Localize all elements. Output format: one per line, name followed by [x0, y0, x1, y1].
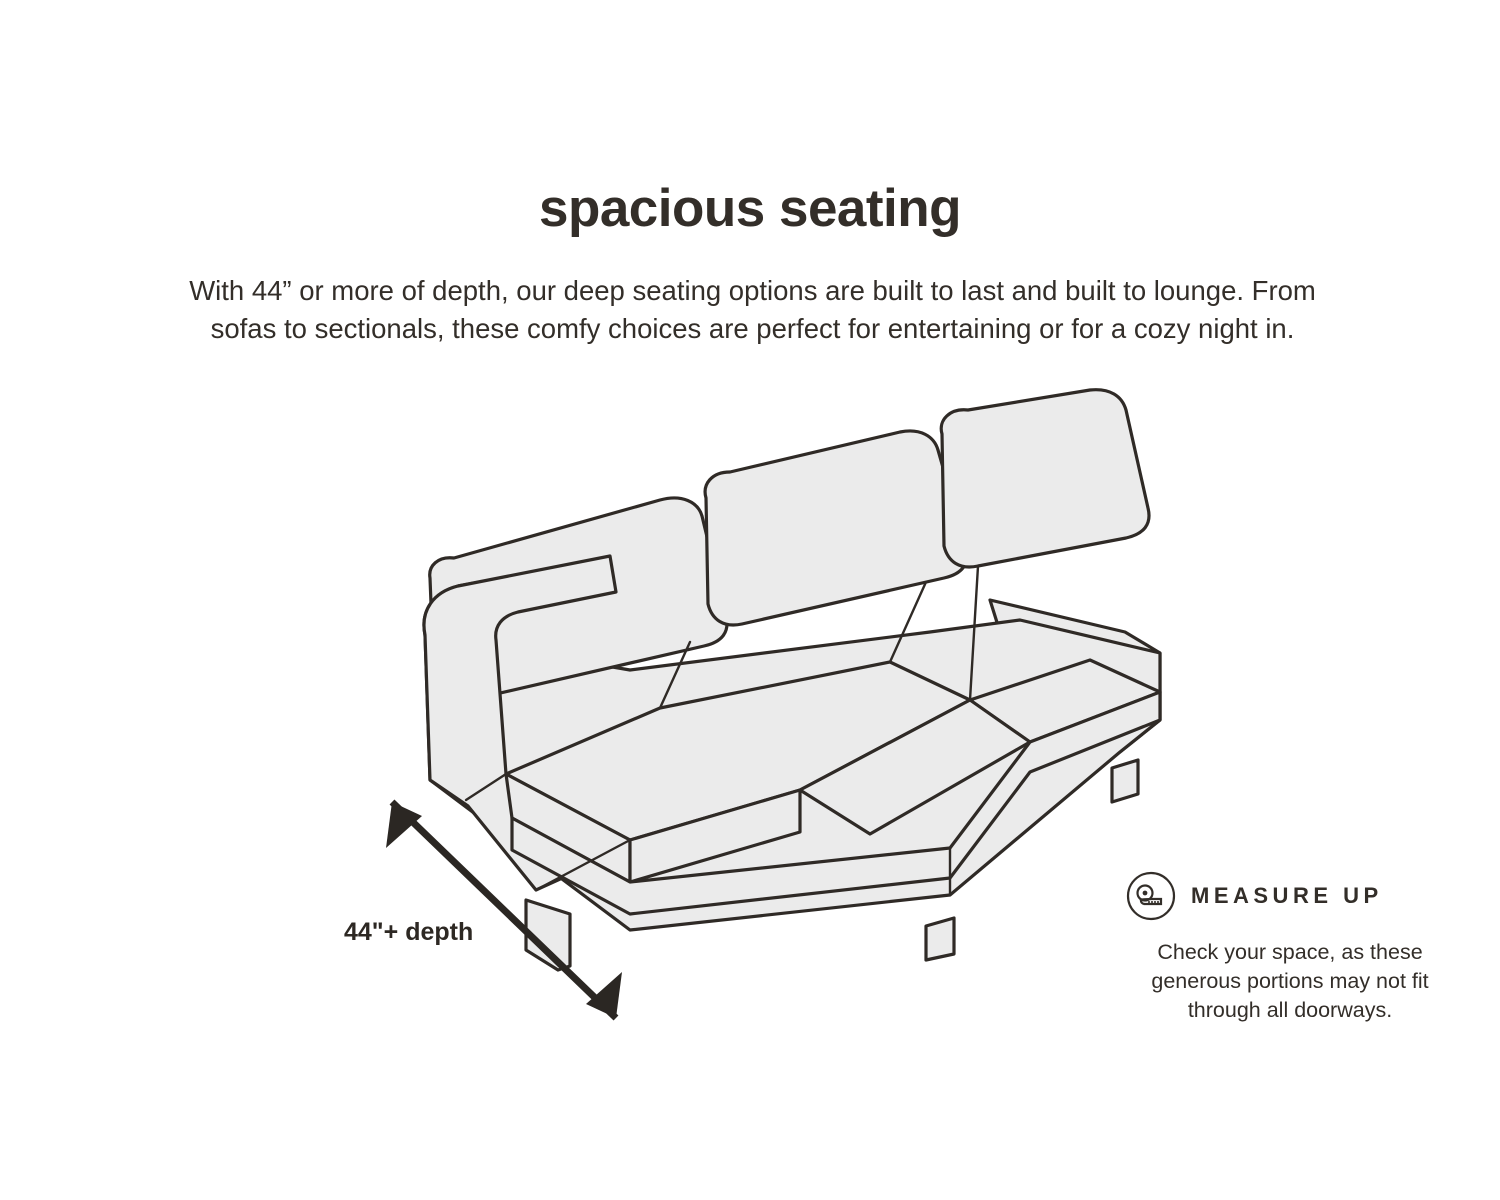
measure-up-callout [1125, 870, 1455, 1025]
deep-seating-sofa-illustration [330, 370, 1190, 1050]
measure-up-header [1125, 870, 1455, 922]
page-subcopy: With 44” or more of depth, our deep seating options are built to last and built to lounge. From sofas to sectionals, these comfy choices are perfect for entertaining or for a cozy night in. [189, 275, 1316, 344]
tape-measure-icon [1125, 870, 1177, 922]
measure-up-title: MEASURE UP [1191, 883, 1383, 908]
page-title: spacious seating [538, 179, 962, 238]
measure-up-body: Check your space, as these generous portions may not fit through all doorways. [1151, 940, 1429, 1022]
depth-dimension-label: 44"+ depth [344, 918, 474, 946]
